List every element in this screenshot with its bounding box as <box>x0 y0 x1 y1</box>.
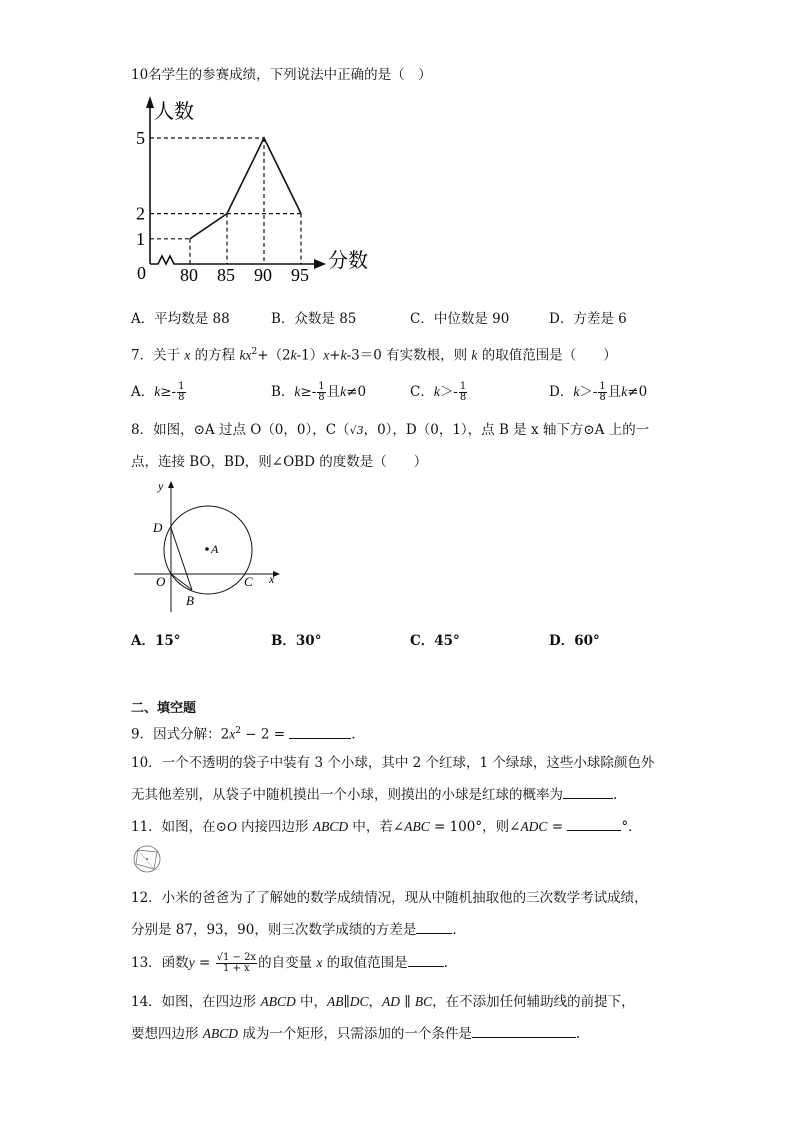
q12-answer-blank[interactable] <box>416 921 452 934</box>
label-b: B <box>186 593 194 608</box>
label-y: y <box>158 479 164 493</box>
x-tick-label: 85 <box>217 265 235 285</box>
circle-figure <box>128 476 288 616</box>
y-tick-label: 5 <box>136 128 145 148</box>
label-c: C <box>244 574 253 589</box>
q11-answer-blank[interactable] <box>567 818 621 831</box>
y-axis-arrow <box>168 481 174 488</box>
q8-option-d[interactable]: D．60° <box>549 633 600 649</box>
x-tick-label: 95 <box>291 265 309 285</box>
q7-option-b[interactable]: B．k≥- $\frac{1}{8}$ 且k≠0 <box>271 381 367 403</box>
center-a-point <box>205 547 209 551</box>
q11-figure <box>130 842 164 876</box>
q8-stem-line1: 8．如图，⊙A 过点 O（0，0），C（√3，0），D（0，1），点 B 是 x 轴下方⊙A 上的一 <box>131 422 650 438</box>
q8-option-b[interactable]: B．30° <box>271 633 322 649</box>
q6-stem: 10名学生的参赛成绩，下列说法中正确的是（ ） <box>131 67 432 83</box>
x-axis-arrow <box>314 259 326 269</box>
q14-answer-blank[interactable] <box>472 1025 576 1038</box>
y-tick-label: 1 <box>136 228 145 249</box>
x-tick-label: 80 <box>180 265 198 285</box>
x-axis <box>150 256 318 264</box>
q8-option-c[interactable]: C．45° <box>410 633 460 649</box>
q10-answer-blank[interactable] <box>563 786 613 799</box>
q10-line1: 10．一个不透明的袋子中装有 3 个小球，其中 2 个红球，1 个绿球，这些小球除颜色外 <box>131 755 655 771</box>
q13-question: 13．函数y = $\frac{√1 - 2x}{1 + x}$ 的自变量 x 的取值范围是 . <box>131 952 448 974</box>
y-axis-label: 人数 <box>154 101 194 123</box>
q7-option-a[interactable]: A．k≥- $\frac{1}{8}$ <box>131 381 185 403</box>
x-tick-label: 90 <box>254 265 272 285</box>
q6-option-d[interactable]: D．方差是 6 <box>549 311 627 327</box>
q12-line2: 分别是 87，93，90，则三次数学成绩的方差是 . <box>131 922 457 938</box>
q8-option-a[interactable]: A．15° <box>131 633 181 649</box>
label-o: O <box>156 574 166 589</box>
q7-stem: 7．关于 x 的方程 $kx^2+(2k-1)x+k-3=0$ 有实数根，则 k 的取值范围是（ ） <box>131 347 617 364</box>
q7-option-c[interactable]: C．k＞- $\frac{1}{8}$ <box>410 381 467 403</box>
q9-answer-blank[interactable] <box>289 726 351 739</box>
q6-option-c[interactable]: C．中位数是 90 <box>410 311 510 327</box>
q14-line1: 14．如图，在四边形 ABCD 中，AB∥DC，AD ∥ BC，在不添加任何辅助线的前提下， <box>131 994 635 1010</box>
q6-option-b[interactable]: B．众数是 85 <box>271 311 357 327</box>
segment-bd <box>171 528 192 590</box>
x-axis-label: 分数 <box>328 250 368 272</box>
origin-label: 0 <box>137 263 146 283</box>
score-frequency-chart <box>128 92 388 292</box>
q9-question: 9．因式分解：$2x^2 - 2$ = . <box>131 726 356 743</box>
score-series-line <box>190 138 301 239</box>
q6-option-a[interactable]: A．平均数是 88 <box>131 311 230 327</box>
guide-lines <box>150 138 301 264</box>
y-axis-arrow <box>146 96 154 108</box>
q10-line2: 无其他差别，从袋子中随机摸出一个小球，则摸出的小球是红球的概率为 . <box>131 787 618 803</box>
q14-line2: 要想四边形 ABCD 成为一个矩形，只需添加的一个条件是 . <box>131 1026 581 1042</box>
label-x: x <box>269 572 275 586</box>
q12-line1: 12．小米的爸爸为了了解她的数学成绩情况，现从中随机抽取他的三次数学考试成绩， <box>131 890 648 906</box>
q11-question: 11．如图，在⊙O 内接四边形 ABCD 中，若∠ABC = 100°，则∠ADC = °． <box>131 819 642 835</box>
q7-option-d[interactable]: D．k＞- $\frac{1}{8}$ 且k≠0 <box>549 381 648 403</box>
q13-answer-blank[interactable] <box>408 954 444 967</box>
section-title: 二、填空题 <box>131 701 197 716</box>
label-a: A <box>211 542 219 556</box>
q8-stem-line2: 点，连接 BO，BD，则∠OBD 的度数是（ ） <box>131 454 428 470</box>
y-tick-label: 2 <box>136 203 145 224</box>
label-d: D <box>153 520 163 535</box>
